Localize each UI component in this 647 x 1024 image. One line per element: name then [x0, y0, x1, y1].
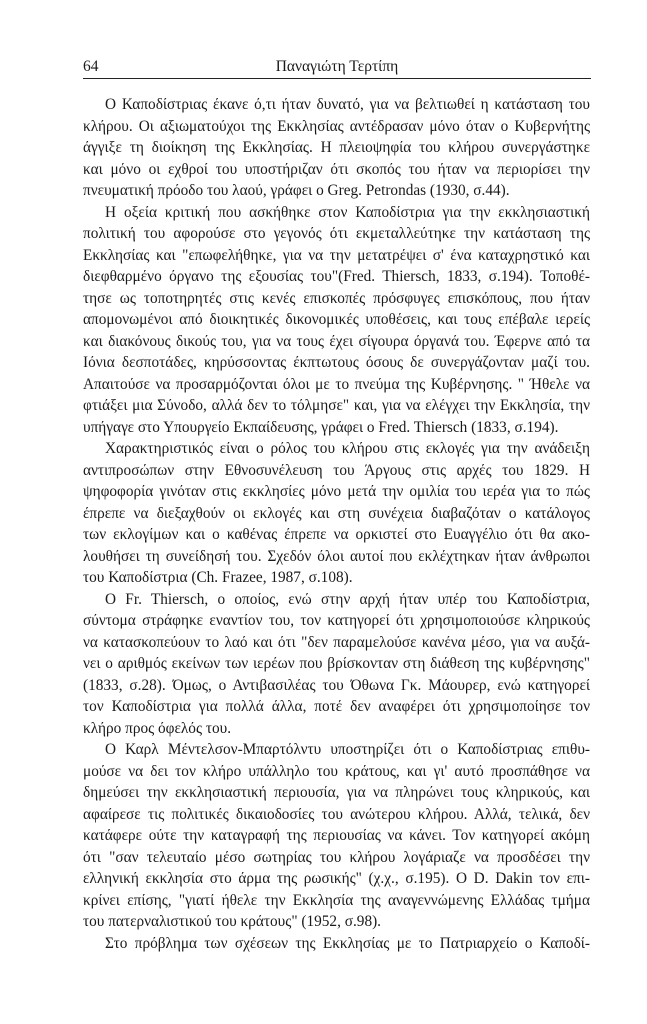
text-line: λουθήσει τη συνείδησή του. Σχεδόν όλοι αυτοί που εκλέχτηκαν ήταν άνθρωποι [83, 547, 590, 565]
text-line: κλήρο προς όφελός του. [83, 719, 232, 737]
text-line: νει ο αριθμός εκείνων των ιερέων που βρίσκονταν στη διάθεση της κυβέρνησης" [83, 655, 590, 672]
text-line: Η οξεία κριτική που ασκήθηκε στον Καποδίστρια για την εκκλησιαστική [105, 203, 590, 221]
text-line: πνευματική πρόοδο του λαού, γράφει ο Greg. Petrondas (1930, σ.44). [83, 182, 510, 199]
text-line: πολιτική του αφορούσε στο γεγονός ότι εκμεταλλεύτηκε την κατάσταση της [83, 225, 590, 242]
text-line: σύντομα στράφηκε εναντίον του, τον κατηγορεί ότι χρησιμοποιούσε κληρικούς [83, 612, 590, 629]
text-line: κλήρου. Οι αξιωματούχοι της Εκκλησίας αντέδρασαν μόνο όταν ο Κυβερνήτης [83, 117, 590, 135]
text-line: Χαρακτηριστικός είναι ο ρόλος του κλήρου στις εκλογές για την ανάδειξη [105, 440, 590, 457]
text-line: διεφθαρμένο όργανο της εξουσίας του"(Fred. Thiersch, 1833, σ.194). Τοποθέ- [83, 268, 590, 285]
text-line: ότι "σαν τελευταίο μέσο σωτηρίας του κλήρου λογάριαζε να προσδέσει την [83, 848, 590, 866]
paragraph [83, 589, 590, 740]
text-line: έπρεπε να διεξαχθούν οι εκλογές και στη συνέχεια διαβαζόταν ο κατάλογος [83, 504, 590, 522]
text-line: ελληνική εκκλησία στο άρμα της ρωσικής" (χ.χ., σ.195). Ο D. Dakin τον επι- [83, 870, 590, 887]
text-line: και διακόνους δικούς του, για να τους έχει σίγουρα όργανά του. Έφερνε από τα [83, 332, 590, 350]
text-line: Απαιτούσε να προσαρμόζονται όλοι με το πνεύμα της Κυβέρνησης. " Ήθελε να [83, 375, 590, 393]
text-line: δημεύσει την εκκλησιαστική περιουσία, για να πληρώνει τους κληρικούς, και [83, 784, 590, 801]
text-line: ψηφοφορία γινόταν στις εκκλησίες μόνο μετά την ομιλία του ιερέα για το πώς [83, 483, 590, 500]
running-header [83, 58, 591, 79]
text-line: άγγιξε τη διοίκηση της Εκκλησίας. Η πλειοψηφία του κλήρου συνεργάστηκε [83, 139, 590, 156]
text-line: τησε ως τοποτηρητές στις κενές επισκοπές πρόσφυγες επισκόπους, που ήταν [83, 289, 590, 307]
paragraph [83, 438, 590, 589]
text-line: του πατερναλιστικού του κράτους" (1952, σ.98). [83, 913, 382, 930]
paragraph [83, 94, 590, 202]
text-line: του Καποδίστρια (Ch. Frazee, 1987, σ.108). [83, 569, 353, 586]
text-line: αφαίρεσε τις πολιτικές δικαιοδοσίες του ανώτερου κλήρου. Αλλά, τελικά, δεν [83, 805, 590, 823]
text-line: Ο Fr. Thiersch, ο οποίος, ενώ στην αρχή ήταν υπέρ του Καποδίστρια, [105, 590, 590, 608]
paragraph [83, 933, 590, 955]
text-line: των εκλογίμων και ο καθένας έπρεπε να ορκιστεί στο Ευαγγέλιο ότι θα ακο- [83, 526, 590, 543]
text-line: φτιάξει μια Σύνοδο, αλλά δεν το τόλμησε" και, για να ελέγχει την Εκκλησία, την [83, 397, 590, 414]
text-line: (1833, σ.28). Όμως, ο Αντιβασιλέας του Όθωνα Γκ. Μάουρερ, ενώ κατηγορεί [83, 676, 590, 694]
text-line: κατάφερε ούτε την καταγραφή της περιουσίας να κάνει. Τον κατηγορεί ακόμη [83, 827, 590, 844]
page-number: 64 [83, 58, 99, 75]
body-text [83, 94, 590, 954]
paragraph [83, 739, 590, 933]
text-line: τον Καποδίστρια για πολλά άλλα, ποτέ δεν αναφέρει ότι χρησιμοποίησε τον [83, 698, 590, 715]
text-line: Ιόνια δεσποτάδες, κηρύσσοντας έκπτωτους όσους δε συνεργάζονταν μαζί του. [83, 354, 590, 371]
paragraph [83, 202, 590, 439]
text-line: απομονωμένοι από διοικητικές δικονομικές υποθέσεις, και τους επέβαλε ιερείς [83, 311, 590, 328]
text-line: κρίνει επίσης, "γιατί ήθελε την Εκκλησία της αναγεννώμενης Ελλάδας τμήμα [83, 891, 590, 909]
text-line: να κατασκοπεύουν το λαό και ότι "δεν παραμελούσε κανένα μέσο, για να αυξά- [83, 633, 590, 651]
text-line: και μόνο οι εχθροί του υποστήριζαν ότι σκοπός του ήταν να περιορίσει την [83, 160, 590, 178]
text-line: μούσε να δει τον κλήρο υπάλληλο του κράτους, και γι' αυτό προσπάθησε να [83, 762, 590, 780]
text-line: Ο Καρλ Μέντελσον-Μπαρτόλντυ υποστηρίζει ότι ο Καποδίστριας επιθυ- [105, 741, 590, 758]
text-line: υπήγαγε στο Υπουργείο Εκπαίδευσης, γράφει ο Fred. Thiersch (1833, σ.194). [83, 418, 559, 436]
text-line: Εκκλησίας και "επωφελήθηκε, για να την μετατρέψει σ' ένα καταχρηστικό και [83, 246, 590, 264]
running-title: Παναγιώτη Τερτίπη [275, 58, 399, 75]
text-line: Στο πρόβλημα των σχέσεων της Εκκλησίας με το Πατριαρχείο ο Καποδί- [105, 934, 590, 952]
text-line: Ο Καποδίστριας έκανε ό,τι ήταν δυνατό, για να βελτιωθεί η κατάσταση του [105, 96, 590, 113]
text-line: αντιπροσώπων στην Εθνοσυνέλευση του Άργους στις αρχές του 1829. Η [83, 461, 590, 479]
